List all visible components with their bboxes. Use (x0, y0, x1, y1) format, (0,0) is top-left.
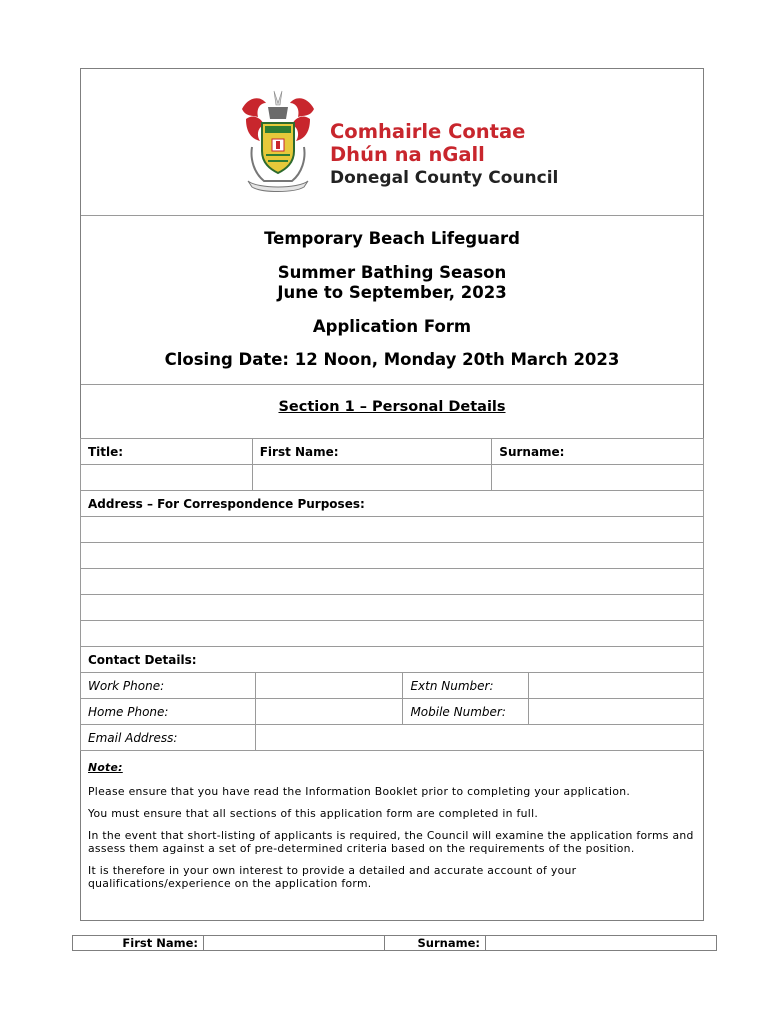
first-name-field[interactable] (252, 465, 492, 491)
address-line-3[interactable] (81, 569, 704, 595)
name-table (80, 438, 704, 491)
home-phone-label: Home Phone: (81, 699, 256, 725)
closing-date: Closing Date: 12 Noon, Monday 20th March 2023 (164, 350, 620, 369)
council-name-irish-1: Comhairle Contae (330, 120, 526, 143)
footer-name-table (72, 935, 717, 951)
note-heading: Note: (88, 761, 123, 774)
title-field[interactable] (81, 465, 253, 491)
note-paragraph: It is therefore in your own interest to provide a detailed and accurate account of your qualifications/experience on the application form. (88, 864, 577, 890)
first-name-label: First Name: (252, 439, 492, 465)
application-form-frame (80, 68, 704, 921)
period-title: June to September, 2023 (277, 283, 507, 302)
title-label: Title: (81, 439, 253, 465)
position-title: Temporary Beach Lifeguard (264, 229, 520, 248)
contact-table (80, 646, 704, 751)
divider (81, 384, 703, 385)
section-heading: Section 1 – Personal Details (278, 399, 506, 415)
address-line-5[interactable] (81, 621, 704, 647)
form-title: Application Form (312, 317, 472, 336)
contact-details-label: Contact Details: (81, 647, 704, 673)
work-phone-field[interactable] (255, 673, 403, 699)
surname-field[interactable] (492, 465, 704, 491)
address-table (80, 490, 704, 647)
logo-header (81, 69, 703, 216)
season-title: Summer Bathing Season (277, 263, 507, 282)
home-phone-field[interactable] (255, 699, 403, 725)
address-label: Address – For Correspondence Purposes: (81, 491, 704, 517)
work-phone-label: Work Phone: (81, 673, 256, 699)
council-name-block (330, 120, 558, 190)
council-name-english: Donegal County Council (330, 168, 559, 188)
footer-surname-field[interactable] (486, 936, 717, 951)
address-line-2[interactable] (81, 543, 704, 569)
footer-surname-label: Surname: (385, 936, 486, 951)
divider (81, 215, 703, 216)
council-name-irish-2: Dhún na nGall (330, 143, 485, 166)
extn-number-label: Extn Number: (403, 673, 529, 699)
address-line-4[interactable] (81, 595, 704, 621)
address-line-1[interactable] (81, 517, 704, 543)
surname-label: Surname: (492, 439, 704, 465)
extn-number-field[interactable] (529, 673, 704, 699)
note-paragraph: You must ensure that all sections of this application form are completed in full. (88, 807, 539, 820)
footer-first-name-field[interactable] (204, 936, 385, 951)
email-address-label: Email Address: (81, 725, 256, 751)
note-paragraph: In the event that short-listing of applicants is required, the Council will examine the application forms and assess them against a set of pre-determined criteria based on the requirements of the position. (88, 829, 694, 855)
note-paragraph: Please ensure that you have read the Information Booklet prior to completing your application. (88, 785, 631, 798)
council-crest-icon (238, 89, 318, 193)
note-block (88, 761, 696, 890)
mobile-number-label: Mobile Number: (403, 699, 529, 725)
email-address-field[interactable] (255, 725, 703, 751)
footer-first-name-label: First Name: (73, 936, 204, 951)
mobile-number-field[interactable] (529, 699, 704, 725)
